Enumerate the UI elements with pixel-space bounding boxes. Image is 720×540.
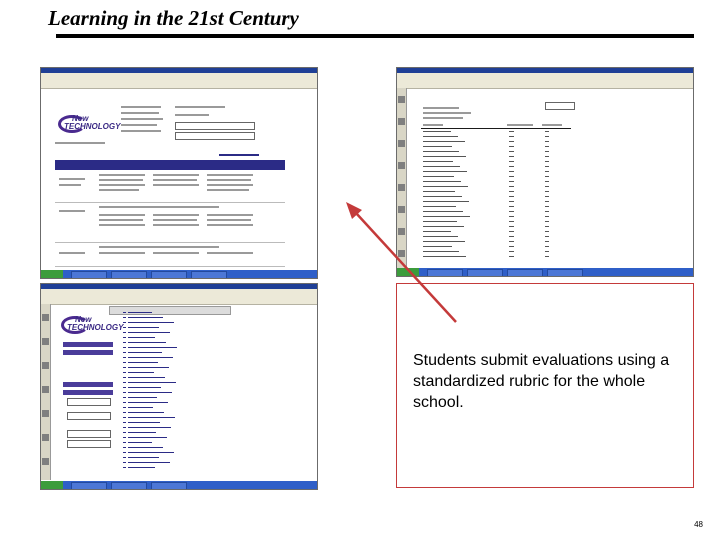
logo-word-new: New [75, 315, 92, 324]
logo-word-technology: TECHNOLOGY [67, 323, 124, 332]
logo-word-technology: TECHNOLOGY [64, 122, 121, 131]
logo-word-new: New [72, 114, 89, 123]
callout-text: Students submit evaluations using a standardized rubric for the whole school. [413, 352, 670, 411]
page-number: 48 [694, 520, 703, 529]
slide-title: Learning in the 21st Century [48, 6, 299, 30]
